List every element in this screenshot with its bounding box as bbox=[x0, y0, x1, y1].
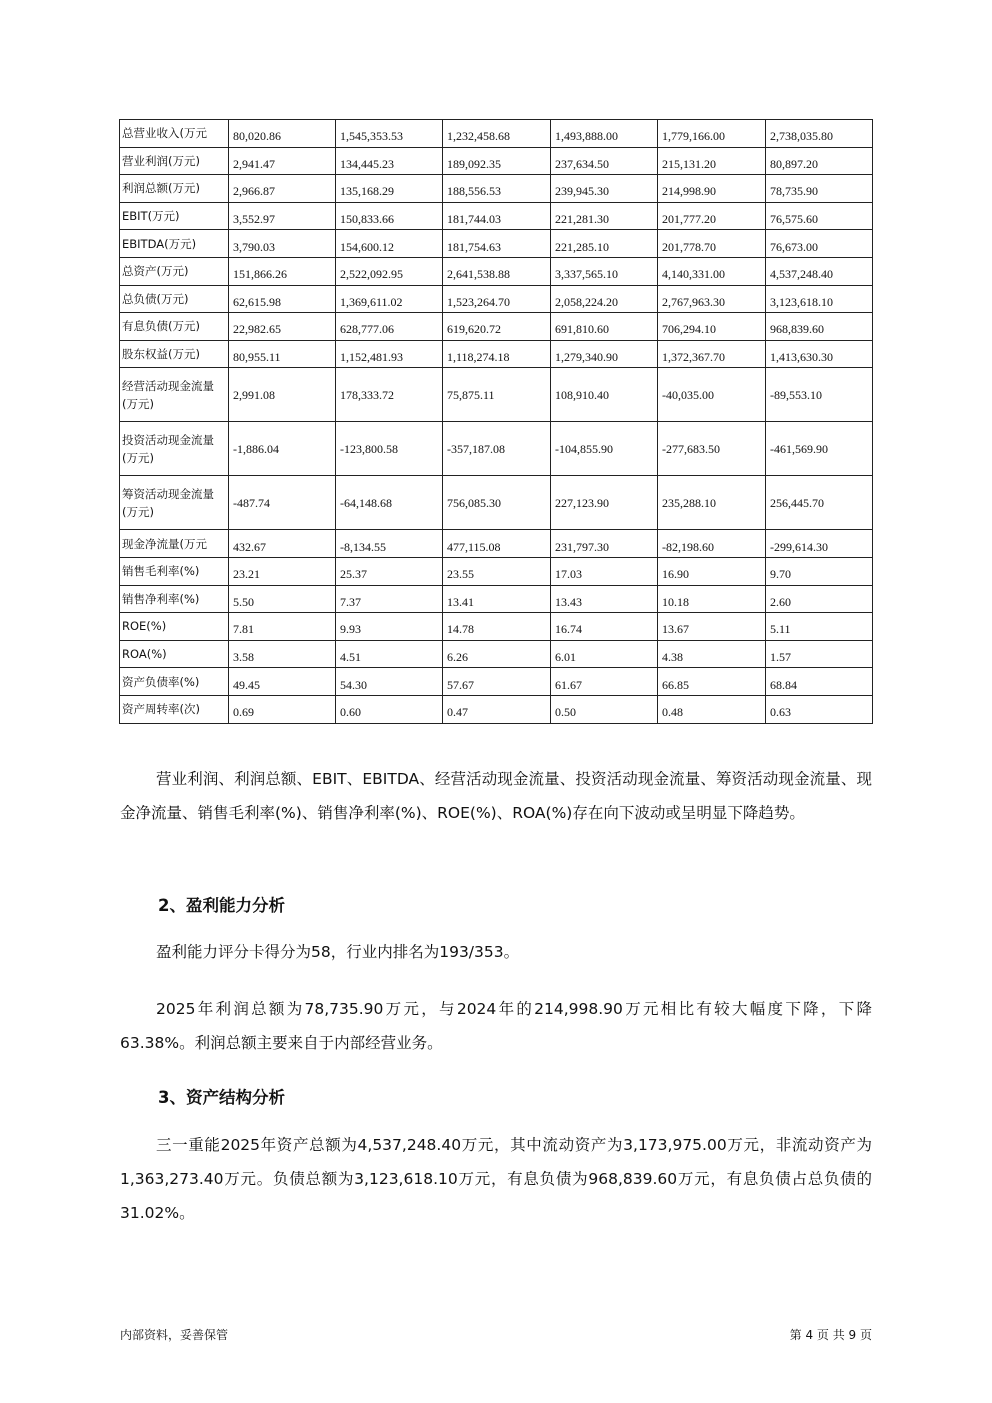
table-cell: 178,333.72 bbox=[336, 368, 443, 422]
table-cell: 0.69 bbox=[229, 695, 336, 723]
table-cell: -8,134.55 bbox=[336, 530, 443, 558]
row-label: 现金净流量(万元 bbox=[120, 530, 229, 558]
table-row bbox=[120, 175, 873, 203]
table-cell: 0.60 bbox=[336, 695, 443, 723]
table-cell: 1.57 bbox=[766, 640, 873, 668]
table-cell: 61.67 bbox=[551, 668, 658, 696]
table-cell: 9.93 bbox=[336, 613, 443, 641]
row-label: 资产负债率(%) bbox=[120, 668, 229, 696]
trend-paragraph: 营业利润、利润总额、EBIT、EBITDA、经营活动现金流量、投资活动现金流量、筹资活动现金流量、现金净流量、销售毛利率(%)、销售净利率(%)、ROE(%)、ROA(%)存在向下波动或呈明显下降趋势。 bbox=[120, 770, 872, 822]
table-row bbox=[120, 313, 873, 341]
footer-page-number: 第 4 页 共 9 页 bbox=[789, 1328, 872, 1342]
table-cell: 0.50 bbox=[551, 695, 658, 723]
table-cell: 23.55 bbox=[443, 557, 551, 585]
row-label: 利润总额(万元) bbox=[120, 175, 229, 203]
table-cell: 13.43 bbox=[551, 585, 658, 613]
table-cell: 1,118,274.18 bbox=[443, 340, 551, 368]
table-cell: 80,897.20 bbox=[766, 147, 873, 175]
table-row bbox=[120, 422, 873, 476]
row-label: 股东权益(万元) bbox=[120, 340, 229, 368]
table-cell: 968,839.60 bbox=[766, 313, 873, 341]
table-cell: 135,168.29 bbox=[336, 175, 443, 203]
row-label: 总负债(万元) bbox=[120, 285, 229, 313]
table-cell: 16.74 bbox=[551, 613, 658, 641]
table-cell: 201,778.70 bbox=[658, 230, 766, 258]
table-row bbox=[120, 476, 873, 530]
table-cell: 4,140,331.00 bbox=[658, 257, 766, 285]
table-row bbox=[120, 695, 873, 723]
table-cell: 1,369,611.02 bbox=[336, 285, 443, 313]
table-row bbox=[120, 613, 873, 641]
row-label: 销售毛利率(%) bbox=[120, 557, 229, 585]
footer-confidential: 内部资料，妥善保管 bbox=[120, 1328, 229, 1342]
table-cell: 235,288.10 bbox=[658, 476, 766, 530]
table-cell: -299,614.30 bbox=[766, 530, 873, 558]
table-cell: 1,493,888.00 bbox=[551, 120, 658, 148]
table-cell: 3,552.97 bbox=[229, 202, 336, 230]
table-cell: -89,553.10 bbox=[766, 368, 873, 422]
table-cell: 3,790.03 bbox=[229, 230, 336, 258]
table-row bbox=[120, 202, 873, 230]
table-cell: 181,754.63 bbox=[443, 230, 551, 258]
table-cell: 68.84 bbox=[766, 668, 873, 696]
table-row bbox=[120, 340, 873, 368]
table-row bbox=[120, 530, 873, 558]
row-label: ROE(%) bbox=[120, 613, 229, 641]
table-cell: -277,683.50 bbox=[658, 422, 766, 476]
table-cell: 54.30 bbox=[336, 668, 443, 696]
table-cell: -40,035.00 bbox=[658, 368, 766, 422]
table-cell: 188,556.53 bbox=[443, 175, 551, 203]
table-cell: 57.67 bbox=[443, 668, 551, 696]
table-cell: 1,232,458.68 bbox=[443, 120, 551, 148]
row-label: 筹资活动现金流量(万元) bbox=[120, 476, 229, 530]
table-cell: -1,886.04 bbox=[229, 422, 336, 476]
table-cell: 215,131.20 bbox=[658, 147, 766, 175]
row-label: 营业利润(万元) bbox=[120, 147, 229, 175]
table-cell: 1,372,367.70 bbox=[658, 340, 766, 368]
table-cell: 62,615.98 bbox=[229, 285, 336, 313]
table-cell: 23.21 bbox=[229, 557, 336, 585]
table-cell: -487.74 bbox=[229, 476, 336, 530]
table-cell: 2.60 bbox=[766, 585, 873, 613]
section-2-heading: 2、盈利能力分析 bbox=[158, 896, 285, 915]
table-cell: 5.11 bbox=[766, 613, 873, 641]
table-cell: 151,866.26 bbox=[229, 257, 336, 285]
row-label: ROA(%) bbox=[120, 640, 229, 668]
table-cell: 221,285.10 bbox=[551, 230, 658, 258]
table-cell: 1,152,481.93 bbox=[336, 340, 443, 368]
table-cell: 706,294.10 bbox=[658, 313, 766, 341]
row-label: EBITDA(万元) bbox=[120, 230, 229, 258]
table-cell: 221,281.30 bbox=[551, 202, 658, 230]
row-label: 有息负债(万元) bbox=[120, 313, 229, 341]
table-cell: 16.90 bbox=[658, 557, 766, 585]
table-cell: 80,955.11 bbox=[229, 340, 336, 368]
table-row bbox=[120, 230, 873, 258]
table-cell: 22,982.65 bbox=[229, 313, 336, 341]
table-cell: 628,777.06 bbox=[336, 313, 443, 341]
table-cell: 2,641,538.88 bbox=[443, 257, 551, 285]
table-row bbox=[120, 557, 873, 585]
row-label: 经营活动现金流量(万元) bbox=[120, 368, 229, 422]
table-cell: 619,620.72 bbox=[443, 313, 551, 341]
table-cell: 3,123,618.10 bbox=[766, 285, 873, 313]
table-cell: 76,673.00 bbox=[766, 230, 873, 258]
financial-table bbox=[119, 119, 873, 724]
table-cell: 756,085.30 bbox=[443, 476, 551, 530]
table-cell: 3.58 bbox=[229, 640, 336, 668]
section-3-heading: 3、资产结构分析 bbox=[158, 1088, 285, 1107]
table-cell: 214,998.90 bbox=[658, 175, 766, 203]
table-cell: 0.48 bbox=[658, 695, 766, 723]
row-label: EBIT(万元) bbox=[120, 202, 229, 230]
table-cell: 75,875.11 bbox=[443, 368, 551, 422]
table-cell: 2,058,224.20 bbox=[551, 285, 658, 313]
table-cell: 4,537,248.40 bbox=[766, 257, 873, 285]
table-row bbox=[120, 368, 873, 422]
table-cell: 2,941.47 bbox=[229, 147, 336, 175]
table-cell: 477,115.08 bbox=[443, 530, 551, 558]
row-label: 投资活动现金流量(万元) bbox=[120, 422, 229, 476]
table-cell: 134,445.23 bbox=[336, 147, 443, 175]
table-cell: 3,337,565.10 bbox=[551, 257, 658, 285]
table-cell: 201,777.20 bbox=[658, 202, 766, 230]
table-cell: 691,810.60 bbox=[551, 313, 658, 341]
table-cell: -82,198.60 bbox=[658, 530, 766, 558]
table-cell: 1,413,630.30 bbox=[766, 340, 873, 368]
table-cell: -461,569.90 bbox=[766, 422, 873, 476]
table-row bbox=[120, 257, 873, 285]
row-label: 资产周转率(次) bbox=[120, 695, 229, 723]
table-cell: 7.81 bbox=[229, 613, 336, 641]
table-cell: 239,945.30 bbox=[551, 175, 658, 203]
table-cell: 6.01 bbox=[551, 640, 658, 668]
table-row bbox=[120, 285, 873, 313]
table-cell: 80,020.86 bbox=[229, 120, 336, 148]
table-cell: 66.85 bbox=[658, 668, 766, 696]
table-cell: 150,833.66 bbox=[336, 202, 443, 230]
table-cell: 25.37 bbox=[336, 557, 443, 585]
table-cell: 13.41 bbox=[443, 585, 551, 613]
table-cell: 6.26 bbox=[443, 640, 551, 668]
table-cell: 2,991.08 bbox=[229, 368, 336, 422]
table-row bbox=[120, 668, 873, 696]
section-2-profit-paragraph: 2025年利润总额为78,735.90万元，与2024年的214,998.90万元相比有较大幅度下降，下降63.38%。利润总额主要来自于内部经营业务。 bbox=[120, 1000, 872, 1052]
table-cell: 0.47 bbox=[443, 695, 551, 723]
table-cell: 181,744.03 bbox=[443, 202, 551, 230]
table-cell: 4.51 bbox=[336, 640, 443, 668]
table-cell: 2,738,035.80 bbox=[766, 120, 873, 148]
table-cell: 4.38 bbox=[658, 640, 766, 668]
row-label: 销售净利率(%) bbox=[120, 585, 229, 613]
table-cell: 1,779,166.00 bbox=[658, 120, 766, 148]
table-cell: 76,575.60 bbox=[766, 202, 873, 230]
table-cell: 1,523,264.70 bbox=[443, 285, 551, 313]
table-cell: -123,800.58 bbox=[336, 422, 443, 476]
row-label: 总资产(万元) bbox=[120, 257, 229, 285]
table-cell: 17.03 bbox=[551, 557, 658, 585]
financial-table-body bbox=[120, 120, 873, 724]
table-row bbox=[120, 585, 873, 613]
table-row bbox=[120, 120, 873, 148]
table-cell: 10.18 bbox=[658, 585, 766, 613]
table-cell: 189,092.35 bbox=[443, 147, 551, 175]
table-cell: 2,966.87 bbox=[229, 175, 336, 203]
table-cell: 154,600.12 bbox=[336, 230, 443, 258]
table-cell: 108,910.40 bbox=[551, 368, 658, 422]
table-cell: 256,445.70 bbox=[766, 476, 873, 530]
table-cell: 14.78 bbox=[443, 613, 551, 641]
row-label: 总营业收入(万元 bbox=[120, 120, 229, 148]
table-cell: 237,634.50 bbox=[551, 147, 658, 175]
table-cell: 49.45 bbox=[229, 668, 336, 696]
table-cell: 231,797.30 bbox=[551, 530, 658, 558]
table-cell: 7.37 bbox=[336, 585, 443, 613]
table-cell: 5.50 bbox=[229, 585, 336, 613]
table-cell: -104,855.90 bbox=[551, 422, 658, 476]
table-cell: 1,545,353.53 bbox=[336, 120, 443, 148]
table-cell: 0.63 bbox=[766, 695, 873, 723]
table-cell: 1,279,340.90 bbox=[551, 340, 658, 368]
table-cell: 227,123.90 bbox=[551, 476, 658, 530]
table-cell: 9.70 bbox=[766, 557, 873, 585]
section-2-score-paragraph: 盈利能力评分卡得分为58，行业内排名为193/353。 bbox=[156, 943, 520, 961]
table-row bbox=[120, 640, 873, 668]
table-cell: 2,767,963.30 bbox=[658, 285, 766, 313]
table-cell: 13.67 bbox=[658, 613, 766, 641]
section-3-paragraph: 三一重能2025年资产总额为4,537,248.40万元，其中流动资产为3,173,975.00万元，非流动资产为1,363,273.40万元。负债总额为3,123,618.10万元，有息负债为968,839.60万元，有息负债占总负债的31.02%。 bbox=[120, 1136, 872, 1222]
table-cell: 78,735.90 bbox=[766, 175, 873, 203]
table-cell: 2,522,092.95 bbox=[336, 257, 443, 285]
table-row bbox=[120, 147, 873, 175]
table-cell: -64,148.68 bbox=[336, 476, 443, 530]
table-cell: 432.67 bbox=[229, 530, 336, 558]
table-cell: -357,187.08 bbox=[443, 422, 551, 476]
